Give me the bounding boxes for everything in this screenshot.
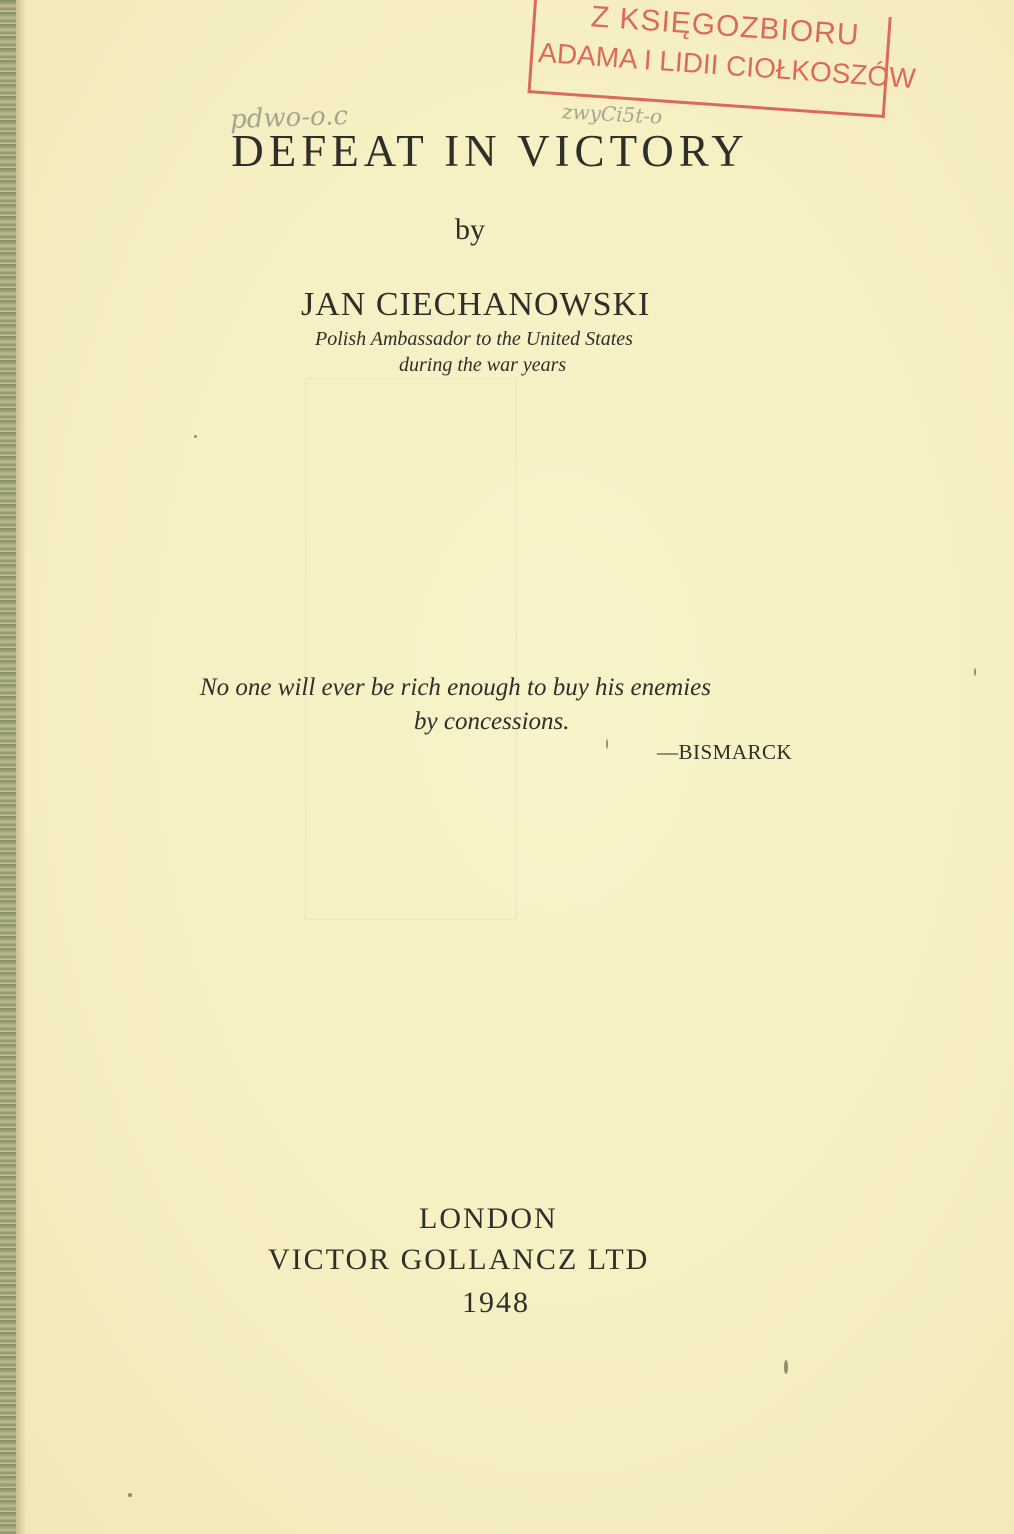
paper-speck xyxy=(194,435,197,438)
paper-speck xyxy=(784,1360,788,1374)
stamp-line-1: Z KSIĘGOZBIORU xyxy=(589,0,861,53)
book-binding-edge xyxy=(0,0,16,1534)
binding-shadow xyxy=(16,0,26,1534)
pencil-note-left: pdwo-o.c xyxy=(229,100,349,136)
paper-speck xyxy=(606,739,608,749)
book-title: DEFEAT IN VICTORY xyxy=(231,126,749,176)
epigraph-line-2: by concessions. xyxy=(414,708,570,735)
author-role-line-1: Polish Ambassador to the United States xyxy=(315,328,633,350)
by-line: by xyxy=(455,213,485,246)
imprint-publisher: VICTOR GOLLANCZ LTD xyxy=(268,1243,650,1276)
paper-speck xyxy=(974,668,976,676)
imprint-year: 1948 xyxy=(462,1286,530,1319)
epigraph-attribution: —BISMARCK xyxy=(657,740,793,764)
epigraph-line-1: No one will ever be rich enough to buy his enemies xyxy=(200,674,711,701)
paper-speck xyxy=(128,1493,132,1497)
show-through-grid xyxy=(305,378,517,920)
pencil-note-right: zwyCi5t-o xyxy=(561,99,663,129)
stamp-line-2: ADAMA I LIDII CIOŁKOSZÓW xyxy=(537,36,917,95)
imprint-place: LONDON xyxy=(419,1202,558,1235)
author-role-line-2: during the war years xyxy=(399,354,567,376)
author-name: JAN CIECHANOWSKI xyxy=(301,286,651,323)
